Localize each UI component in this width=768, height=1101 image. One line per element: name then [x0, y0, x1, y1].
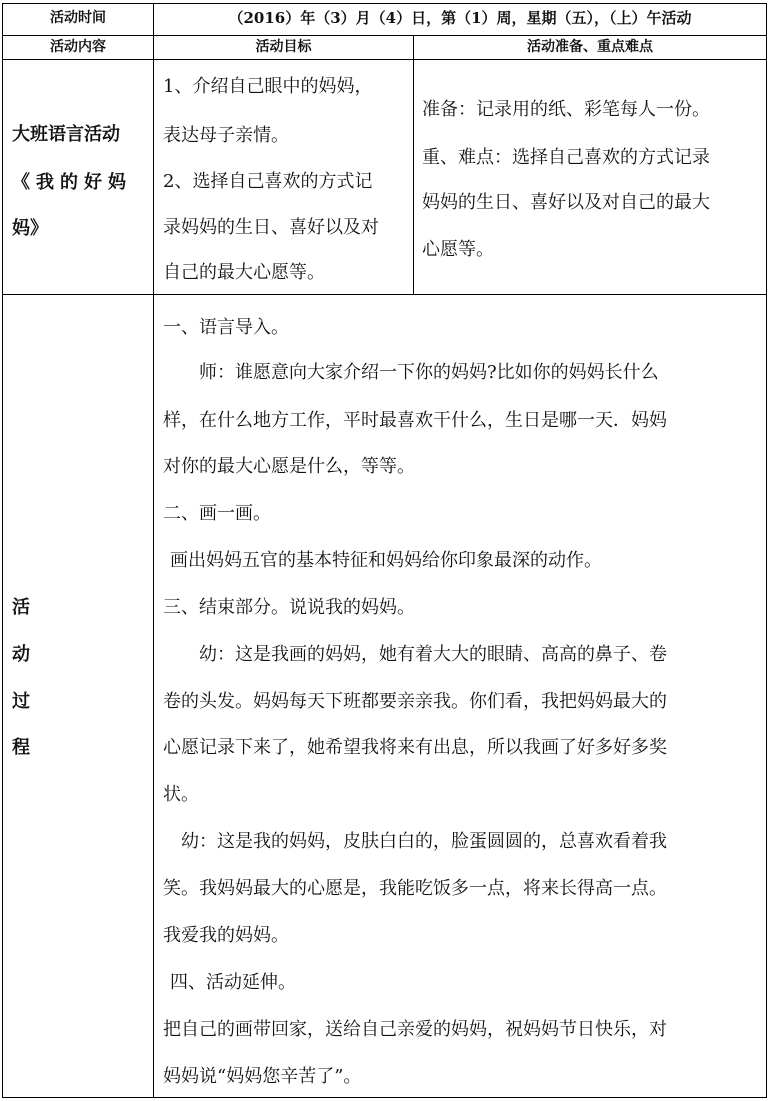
- table-rule-col2: [413, 35, 414, 295]
- table-rule-subheader: [2, 59, 767, 60]
- table-rule-goals: [2, 294, 767, 295]
- process-line: 心愿记录下来了，她希望我将来有出息，所以我画了好多好多奖: [163, 737, 667, 758]
- process-line: 妈妈说“妈妈您辛苦了”。: [163, 1066, 362, 1087]
- process-label-char: 动: [12, 644, 30, 665]
- activity-title-line: 大班语言活动: [12, 124, 120, 145]
- process-label-char: 过: [12, 691, 30, 712]
- goal-line: 表达母子亲情。: [163, 125, 289, 146]
- process-line: 幼：这是我画的妈妈，她有着大大的眼睛、高高的鼻子、卷: [163, 644, 667, 665]
- activity-title-line: 《我的好妈: [12, 172, 132, 193]
- activity-goal-label: 活动目标: [255, 39, 312, 55]
- goal-line: 录妈妈的生日、喜好以及对: [163, 217, 379, 238]
- process-line: 幼：这是我的妈妈，皮肤白白的，脸蛋圆圆的，总喜欢看着我: [163, 831, 667, 852]
- process-line: 二、画一画。: [163, 503, 271, 524]
- process-line: 笑。我妈妈最大的心愿是，我能吃饭多一点，将来长得高一点。: [163, 878, 667, 899]
- table-rule-header: [2, 35, 767, 36]
- process-line: 卷的头发。妈妈每天下班都要亲亲我。你们看，我把妈妈最大的: [163, 691, 667, 712]
- activity-time-label: 活动时间: [50, 10, 106, 26]
- activity-content-label: 活动内容: [50, 39, 106, 55]
- activity-prep-label: 活动准备、重点难点: [527, 39, 653, 55]
- table-rule-col1: [153, 3, 154, 1098]
- table-border-top: [2, 3, 767, 4]
- prep-line: 准备：记录用的纸、彩笔每人一份。: [422, 99, 710, 120]
- process-line: 对你的最大心愿是什么，等等。: [163, 456, 415, 477]
- prep-line: 妈妈的生日、喜好以及对自己的最大: [422, 192, 710, 213]
- process-line: 把自己的画带回家，送给自己亲爱的妈妈，祝妈妈节日快乐，对: [163, 1019, 667, 1040]
- prep-line: 心愿等。: [422, 239, 494, 260]
- process-label-char: 活: [12, 597, 30, 618]
- process-line: 状。: [163, 784, 199, 805]
- process-label-char: 程: [12, 737, 30, 758]
- goal-line: 1、介绍自己眼中的妈妈，: [163, 76, 373, 97]
- process-line: 师：谁愿意向大家介绍一下你的妈妈?比如你的妈妈长什么: [163, 362, 659, 383]
- process-line: 我爱我的妈妈。: [163, 925, 289, 946]
- activity-title-line: 妈》: [12, 218, 48, 239]
- table-border-bottom: [2, 1097, 767, 1098]
- table-border-left: [2, 3, 3, 1098]
- goal-line: 2、选择自己喜欢的方式记: [163, 171, 373, 192]
- process-line: 三、结束部分。说说我的妈妈。: [163, 597, 415, 618]
- table-border-right: [766, 3, 767, 1098]
- activity-time-value: （2016）年（3）月（4）日，第（1）周，星期（五），（上）午活动: [228, 9, 692, 27]
- prep-line: 重、难点：选择自己喜欢的方式记录: [422, 147, 710, 168]
- process-line: 画出妈妈五官的基本特征和妈妈给你印象最深的动作。: [170, 550, 602, 571]
- process-line: 样，在什么地方工作，平时最喜欢干什么，生日是哪一天．妈妈: [163, 410, 667, 431]
- process-line: 一、语言导入。: [163, 317, 289, 338]
- process-line: 四、活动延伸。: [170, 972, 296, 993]
- goal-line: 自己的最大心愿等。: [163, 262, 325, 283]
